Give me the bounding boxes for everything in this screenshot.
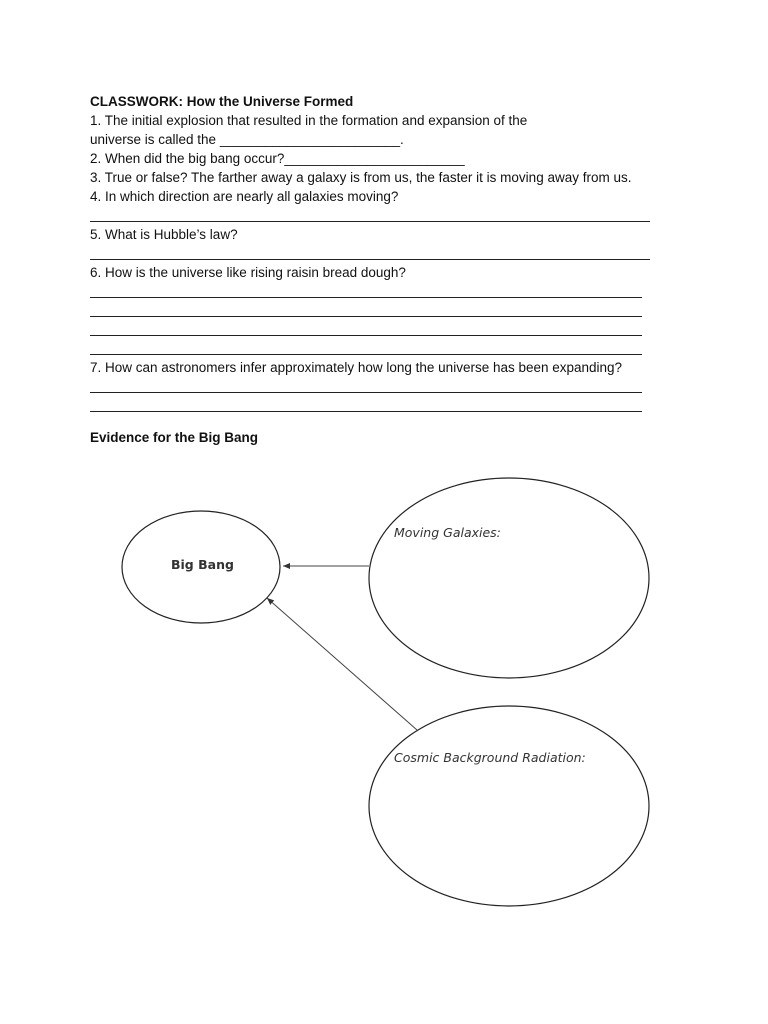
worksheet-title: CLASSWORK: How the Universe Formed: [90, 94, 354, 109]
question-7: 7. How can astronomers infer approximately how long the universe has been expanding?: [90, 360, 623, 375]
arrow-radiation-to-bigbang: [267, 598, 417, 730]
question-4: 4. In which direction are nearly all galaxies moving?: [90, 189, 399, 204]
question-6: 6. How is the universe like rising raisin bread dough?: [90, 265, 406, 280]
moving-galaxies-bubble[interactable]: [369, 478, 649, 678]
question-1-line-1: 1. The initial explosion that resulted in the formation and expansion of the: [90, 113, 528, 128]
question-2: 2. When did the big bang occur?________________________: [90, 151, 465, 166]
question-1-line-2: universe is called the ________________________.: [90, 132, 404, 147]
question-5: 5. What is Hubble’s law?: [90, 227, 238, 242]
big-bang-label: Big Bang: [171, 557, 234, 572]
question-3: 3. True or false? The farther away a galaxy is from us, the faster it is moving away from us.: [90, 170, 632, 185]
cosmic-radiation-bubble[interactable]: [369, 706, 649, 906]
moving-galaxies-label: Moving Galaxies:: [394, 525, 501, 540]
cosmic-radiation-label: Cosmic Background Radiation:: [394, 750, 586, 765]
evidence-section-title: Evidence for the Big Bang: [90, 430, 259, 445]
